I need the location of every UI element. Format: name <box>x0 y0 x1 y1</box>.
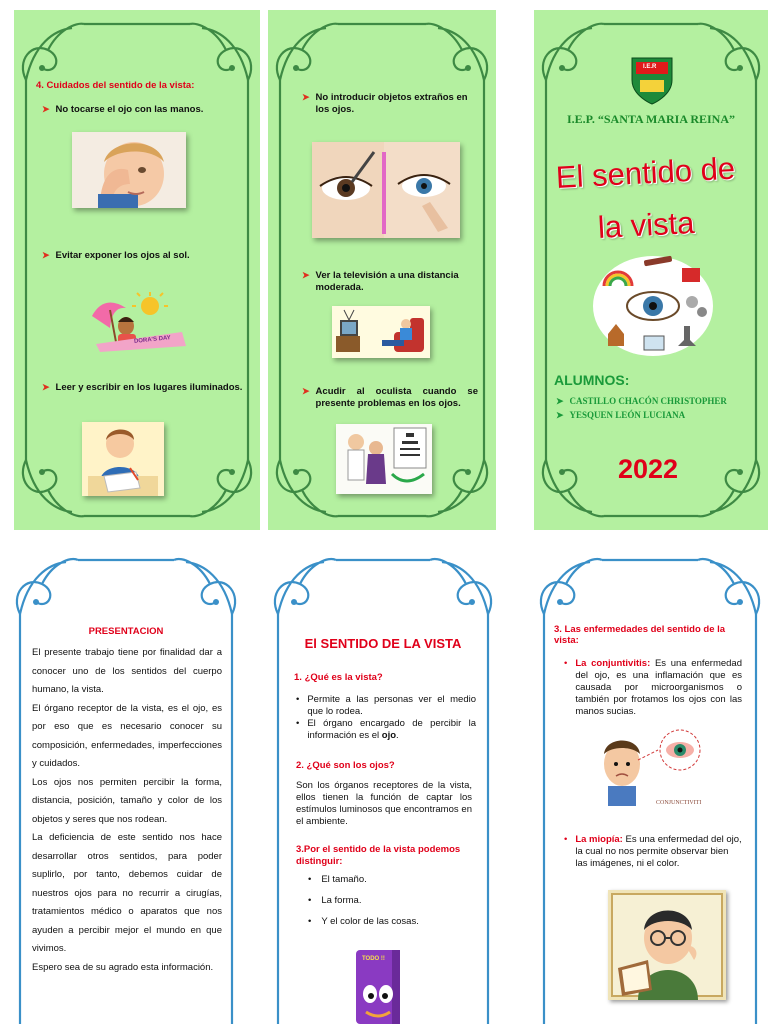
list-item-text-part: El órgano encargado de percibir la información es el <box>307 717 476 741</box>
presentation-paragraph: El órgano receptor de la vista, es el ojo, es por eso que es necesario conocer su composición, enfermedades, imperfecciones y cuidados. <box>32 702 222 770</box>
list-item <box>308 916 468 928</box>
crest-icon <box>628 54 676 106</box>
cover-title-line2: la vista <box>597 204 696 245</box>
care-item-text: Ver la televisión a una distancia moderada. <box>315 270 459 293</box>
cover-year: 2022 <box>618 454 679 484</box>
care-item-text: No introducir objetos extraños en los ojos. <box>315 92 468 115</box>
panel-care-2 <box>268 10 496 530</box>
care-item-text: Evitar exponer los ojos al sol. <box>55 250 190 261</box>
alumnos-label: ALUMNOS: <box>554 372 630 388</box>
care-item-text: Leer y escribir en los lugares iluminados. <box>55 382 243 393</box>
disease-desc: Es una enfermedad del ojo, es una inflamación que es causada por microorganismos o también por frotamos los ojos con las manos sucias. <box>575 658 742 717</box>
oculist-image <box>336 424 432 494</box>
bold-word: ojo <box>381 729 397 741</box>
q1-question: ¿Qué es la vista? <box>304 672 383 683</box>
list-item <box>308 895 468 907</box>
bullet-dot-icon: • <box>564 834 568 845</box>
list-item-text: El órgano encargado de percibir la información es el ojo. <box>307 717 476 741</box>
q1-list <box>296 694 476 742</box>
tv-distance-image <box>332 306 430 358</box>
list-item-text: La forma. <box>321 894 362 906</box>
school-crest <box>628 54 676 106</box>
panel-cover <box>534 10 768 530</box>
bullet-dot-icon: • <box>308 915 312 927</box>
list-item <box>296 694 476 718</box>
school-name: I.E.P. “SANTA MARIA REINA” <box>566 112 736 126</box>
panel-definitions <box>266 548 500 1024</box>
care-item-text: Acudir al oculista cuando se presente problemas en los ojos. <box>315 386 478 409</box>
sun-caption: DORA'S DAY <box>133 335 172 345</box>
child-rubbing-eye-photo <box>72 132 186 208</box>
student-name: CASTILLO CHACÓN CHRISTOPHER <box>569 396 727 406</box>
arrow-bullet-icon: ➤ <box>556 396 564 406</box>
arrow-bullet-icon: ➤ <box>42 104 50 114</box>
crest-text: I.E.R <box>643 64 657 70</box>
bullet-dot-icon: • <box>308 874 312 885</box>
conjunctivitis-image <box>592 720 712 812</box>
student-item <box>556 410 756 421</box>
presentation-paragraph: Espero sea de su agrado esta información. <box>32 961 214 973</box>
care-heading: 4. Cuidados del sentido de la vista: <box>36 80 195 91</box>
arrow-bullet-icon: ➤ <box>302 386 310 396</box>
list-item-text: Permite a las personas ver el medio que lo rodea. <box>307 694 476 717</box>
list-item <box>296 718 476 742</box>
care-item <box>42 250 232 262</box>
eye-collage-image <box>592 254 714 358</box>
disease-desc: Es una enfermedad del ojo, la cual no nos permite observar bien las imágenes, ni el color. <box>575 834 742 869</box>
disease-item <box>564 658 742 717</box>
sun-cartoon-image <box>86 292 190 352</box>
arrow-bullet-icon: ➤ <box>302 270 310 280</box>
myopia-image <box>608 890 726 1000</box>
presentation-paragraph: El presente trabajo tiene por finalidad dar a conocer uno de los sentidos del cuerpo humano, la vista. <box>32 647 222 696</box>
bullet-dot-icon: • <box>308 894 312 906</box>
q3-list <box>308 874 468 928</box>
care-item <box>302 386 478 410</box>
disease-name: La conjuntivitis: <box>575 658 651 669</box>
student-item <box>556 396 756 407</box>
panel-care-1 <box>14 10 260 530</box>
list-item <box>308 874 468 886</box>
care-item <box>42 382 246 394</box>
bullet-dot-icon: • <box>564 658 568 669</box>
q3-heading: 3.Por el sentido de la vista podemos distinguir: <box>296 844 461 868</box>
presentation-paragraph: Los ojos nos permiten percibir la forma, distancia, posición, tamaño y color de los objetos y seres que nos rodean. <box>32 776 222 825</box>
list-item-text: Y el color de las cosas. <box>321 915 419 927</box>
student-name: YESQUEN LEÓN LUCIANA <box>569 410 686 420</box>
cover-title-line1: El sentido de <box>555 150 736 195</box>
care-item <box>302 270 478 294</box>
disease-text <box>575 658 742 717</box>
definitions-title: El SENTIDO DE LA VISTA <box>304 636 462 651</box>
care-item-text: No tocarse el ojo con las manos. <box>55 104 204 115</box>
child-writing-image <box>82 422 164 496</box>
care-item <box>42 104 232 116</box>
diseases-heading: 3. Las enfermedades del sentido de la vista: <box>554 624 726 647</box>
book-label: TODO !! <box>362 956 385 962</box>
panel-diseases <box>532 548 768 1024</box>
bullet-dot-icon: • <box>296 694 300 705</box>
arrow-bullet-icon: ➤ <box>302 92 310 102</box>
eye-objects-photo <box>312 142 460 238</box>
disease-item <box>564 834 742 870</box>
presentation-body <box>32 644 222 977</box>
list-item-text: El tamaño. <box>321 874 367 885</box>
q1-number: 1. <box>294 672 302 683</box>
disease-text <box>575 834 742 870</box>
q2-answer: Son los órganos receptores de la vista, ellos tienen la función de captar los estímulos luminosos que encontramos en el ambiente. <box>296 780 472 827</box>
arrow-bullet-icon: ➤ <box>42 250 50 260</box>
q1-heading <box>294 672 383 683</box>
bullet-dot-icon: • <box>296 717 300 729</box>
arrow-bullet-icon: ➤ <box>42 382 50 392</box>
arrow-bullet-icon: ➤ <box>556 410 564 420</box>
care-item <box>302 92 478 116</box>
disease-name: La miopía: <box>575 834 623 845</box>
panel-presentation <box>8 548 244 1024</box>
presentation-paragraph: La deficiencia de este sentido nos hace desarrollar otros sentidos, para poder suplirlo, por tanto, debemos cuidar de nuestros ojos para no recurrir a cirugías, tratamientos médico o aparatos que nos ayuden a percibir mejor el mundo en que vivimos. <box>32 832 222 955</box>
conjunctivitis-caption: CONJUNCTIVITI <box>656 800 702 806</box>
purple-book-image <box>352 948 404 1024</box>
presentation-heading: PRESENTACION <box>88 626 164 637</box>
q2-heading: 2. ¿Qué son los ojos? <box>296 760 395 771</box>
